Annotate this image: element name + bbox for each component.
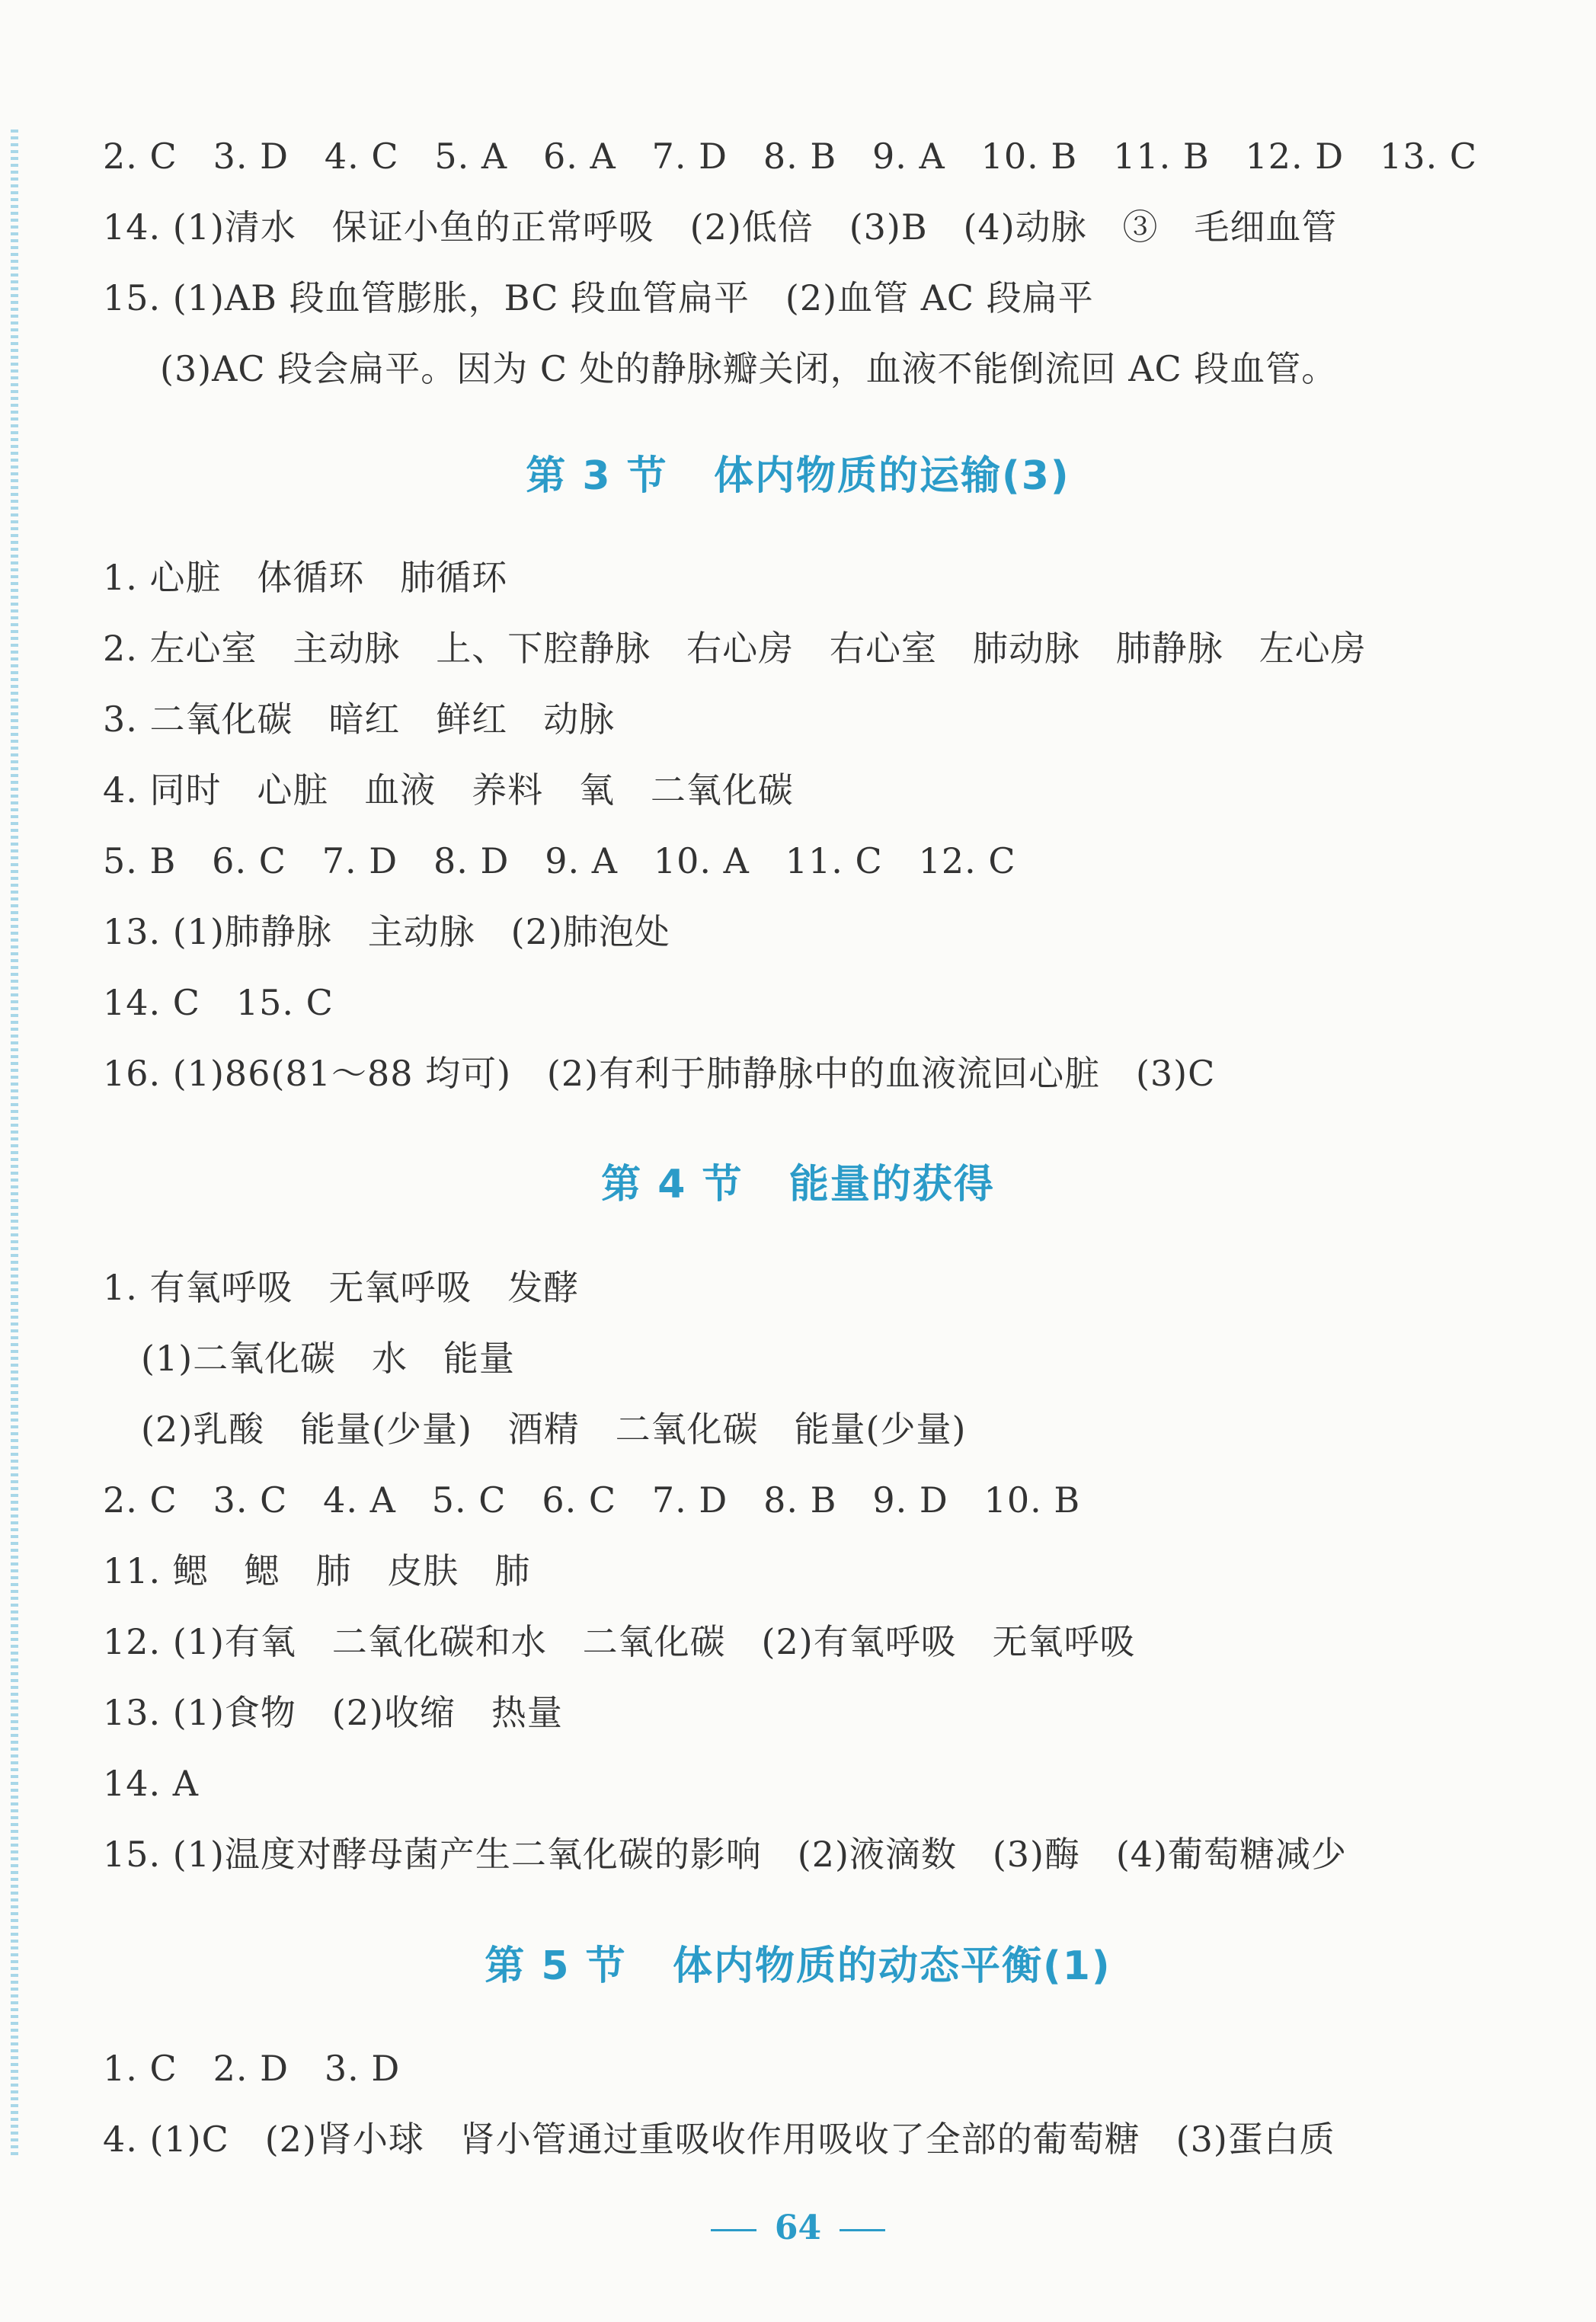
- answer-line: 15. (1)温度对酵母菌产生二氧化碳的影响 (2)液滴数 (3)酶 (4)葡萄糖减少: [103, 1834, 1348, 1875]
- answer-line: (3)AC 段会扁平。因为 C 处的静脉瓣关闭，血液不能倒流回 AC 段血管。: [160, 348, 1338, 389]
- answer-line: 2. C 3. D 4. C 5. A 6. A 7. D 8. B 9. A 10. B 11. B 12. D 13. C: [103, 136, 1478, 177]
- page-footer: [0, 2205, 1596, 2251]
- answer-line: 14. (1)清水 保证小鱼的正常呼吸 (2)低倍 (3)B (4)动脉 ③ 毛细血管: [103, 206, 1338, 248]
- page-number: 64: [774, 2208, 822, 2247]
- answer-line: 13. (1)食物 (2)收缩 热量: [103, 1692, 563, 1733]
- footer-rule-right: [840, 2229, 885, 2231]
- answer-line: 13. (1)肺静脉 主动脉 (2)肺泡处: [103, 911, 670, 952]
- answer-line: 15. (1)AB 段血管膨胀，BC 段血管扁平 (2)血管 AC 段扁平: [103, 277, 1094, 318]
- answer-line: 16. (1)86(81～88 均可) (2)有利于肺静脉中的血液流回心脏 (3)C: [103, 1053, 1216, 1094]
- answer-line: (2)乳酸 能量(少量) 酒精 二氧化碳 能量(少量): [141, 1409, 967, 1450]
- footer-rule-left: [711, 2229, 756, 2231]
- answer-line: 1. 有氧呼吸 无氧呼吸 发酵: [103, 1267, 580, 1308]
- answer-line: 5. B 6. C 7. D 8. D 9. A 10. A 11. C 12. C: [103, 840, 1016, 881]
- answer-line: 2. C 3. C 4. A 5. C 6. C 7. D 8. B 9. D 10. B: [103, 1479, 1081, 1521]
- answer-line: 11. 鳃 鳃 肺 皮肤 肺: [103, 1550, 531, 1591]
- answer-line: (1)二氧化碳 水 能量: [141, 1338, 515, 1379]
- section-heading: 第 5 节 体内物质的动态平衡(1): [485, 1943, 1111, 1989]
- answer-line: 2. 左心室 主动脉 上、下腔静脉 右心房 右心室 肺动脉 肺静脉 左心房: [103, 628, 1367, 669]
- answer-line: 3. 二氧化碳 暗红 鲜红 动脉: [103, 699, 616, 740]
- section-heading: 第 3 节 体内物质的运输(3): [526, 453, 1070, 499]
- answer-line: 14. A: [103, 1763, 199, 1804]
- answer-line: 4. (1)C (2)肾小球 肾小管通过重吸收作用吸收了全部的葡萄糖 (3)蛋白质: [103, 2119, 1335, 2160]
- answer-line: 4. 同时 心脏 血液 养料 氧 二氧化碳: [103, 769, 794, 811]
- answer-line: 14. C 15. C: [103, 982, 334, 1023]
- answer-line: 1. 心脏 体循环 肺循环: [103, 557, 508, 598]
- section-heading: 第 4 节 能量的获得: [601, 1162, 995, 1207]
- answer-line: 12. (1)有氧 二氧化碳和水 二氧化碳 (2)有氧呼吸 无氧呼吸: [103, 1621, 1136, 1662]
- answer-line: 1. C 2. D 3. D: [103, 2048, 401, 2089]
